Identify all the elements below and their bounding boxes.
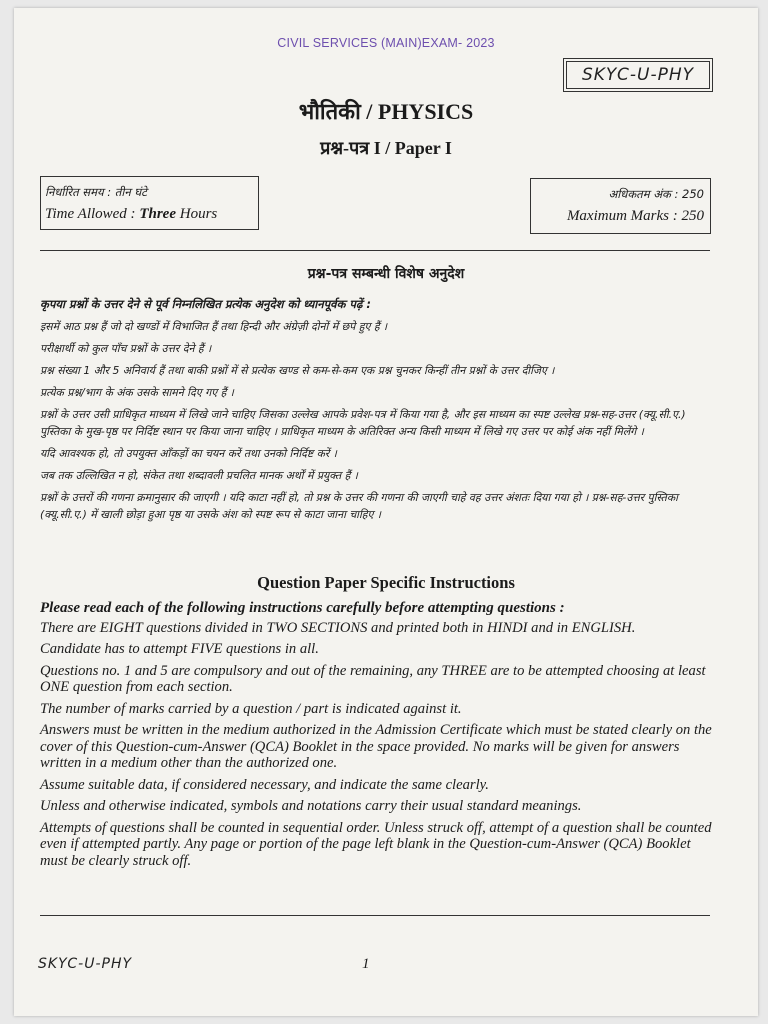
english-instruction: Unless and otherwise indicated, symbols and notations carry their usual standard meanings. (40, 798, 582, 814)
english-instructions-heading: Question Paper Specific Instructions (257, 573, 515, 592)
hindi-instructions-lead: कृपया प्रश्नों के उत्तर देने से पूर्व निम्नलिखित प्रत्येक अनुदेश को ध्यानपूर्वक पढ़ें : (40, 297, 372, 311)
hindi-instructions (40, 296, 712, 528)
hindi-instruction: परीक्षार्थी को कुल पाँच प्रश्नों के उत्तर देने हैं । (40, 342, 212, 355)
hindi-instruction: प्रत्येक प्रश्न/भाग के अंक उसके सामने दिए गए हैं । (40, 386, 234, 399)
paper-title: प्रश्न-पत्र I / Paper I (320, 138, 452, 158)
hindi-instruction: इसमें आठ प्रश्न हैं जो दो खण्डों में विभाजित हैं तथा हिन्दी और अंग्रेज़ी दोनों में छपे हुए हैं । (40, 320, 388, 333)
subject-title: भौतिकी / PHYSICS (298, 99, 474, 124)
english-instructions (40, 600, 716, 874)
time-hindi: निर्धारित समय : तीन घंटे (45, 185, 147, 199)
hindi-instruction: प्रश्नों के उत्तर उसी प्राधिकृत माध्यम में लिखे जाने चाहिए जिसका उल्लेख आपके प्रवेश-पत्र में किया गया है, और इस माध्यम का स्पष्ट उल्लेख प्रश्न-सह-उत्तर (क्यू.सी.ए.) पुस्तिका के मुख-पृष्ठ पर निर्दिष्ट स्थान पर किया जाना चाहिए । प्राधिकृत माध्यम के अतिरिक्त अन्य किसी माध्यम में लिखे गए उत्तर पर कोई अंक नहीं मिलेंगे । (40, 408, 686, 438)
question-paper-page (14, 8, 758, 1016)
english-instruction: Candidate has to attempt FIVE questions in all. (40, 641, 319, 657)
hindi-instructions-heading: प्रश्न-पत्र सम्बन्धी विशेष अनुदेश (307, 266, 465, 282)
exam-stamp: CIVIL SERVICES (MAIN)EXAM- 2023 (277, 36, 495, 50)
time-unit: Hours (175, 206, 218, 222)
hindi-instruction: प्रश्न संख्या 1 और 5 अनिवार्य हैं तथा बाकी प्रश्नों में से प्रत्येक खण्ड से कम-से-कम एक प्रश्न चुनकर किन्हीं तीन प्रश्नों के उत्तर दीजिए । (40, 364, 555, 377)
english-instruction: There are EIGHT questions divided in TWO SECTIONS and printed both in HINDI and in ENGLISH. (40, 619, 636, 636)
time-label: Time Allowed : (45, 206, 140, 222)
time-allowed-box (40, 176, 259, 230)
english-instruction: Answers must be written in the medium authorized in the Admission Certificate which must be stated clearly on the cover of this Question-cum-Answer (QCA) Booklet in the space provided. No marks will be given for answers written in a medium other than the authorized one. (40, 722, 712, 771)
hindi-instruction: यदि आवश्यक हो, तो उपयुक्त आँकड़ों का चयन करें तथा उनको निर्दिष्ट करें । (40, 447, 337, 460)
marks-english: Maximum Marks : 250 (566, 208, 704, 224)
maximum-marks-box (530, 178, 711, 234)
english-instruction: Attempts of questions shall be counted in sequential order. Unless struck off, attempt of a question shall be counted even if attempted partly. Any page or portion of the page left blank in the Question-cum-Answer (QCA) Booklet must be clearly struck off. (40, 819, 712, 869)
page-number: 1 (362, 956, 370, 972)
divider-bottom (40, 915, 710, 916)
hindi-instruction: जब तक उल्लिखित न हो, संकेत तथा शब्दावली प्रचलित मानक अर्थों में प्रयुक्त हैं । (40, 469, 358, 482)
time-value: Three (139, 206, 176, 222)
marks-hindi: अधिकतम अंक : 250 (608, 187, 704, 201)
footer-paper-code: SKYC-U-PHY (38, 956, 133, 972)
time-english (45, 203, 258, 225)
english-instructions-lead: Please read each of the following instructions carefully before attempting questions : (40, 600, 565, 616)
paper-code-box: SKYC-U-PHY (566, 61, 710, 89)
english-instruction: The number of marks carried by a question / part is indicated against it. (40, 700, 462, 717)
hindi-instruction: प्रश्नों के उत्तरों की गणना क्रमानुसार की जाएगी । यदि काटा नहीं हो, तो प्रश्न के उत्तर की गणना की जाएगी चाहे वह उत्तर अंशतः दिया गया हो । प्रश्न-सह-उत्तर पुस्तिका (क्यू.सी.ए.) में खाली छोड़ा हुआ पृष्ठ या उसके अंश को स्पष्ट रूप से काटा जाना चाहिए । (40, 491, 678, 521)
divider-top (40, 250, 710, 251)
english-instruction: Assume suitable data, if considered necessary, and indicate the same clearly. (40, 776, 489, 793)
english-instruction: Questions no. 1 and 5 are compulsory and out of the remaining, any THREE are to be attempted choosing at least ONE question from each section. (40, 662, 706, 695)
